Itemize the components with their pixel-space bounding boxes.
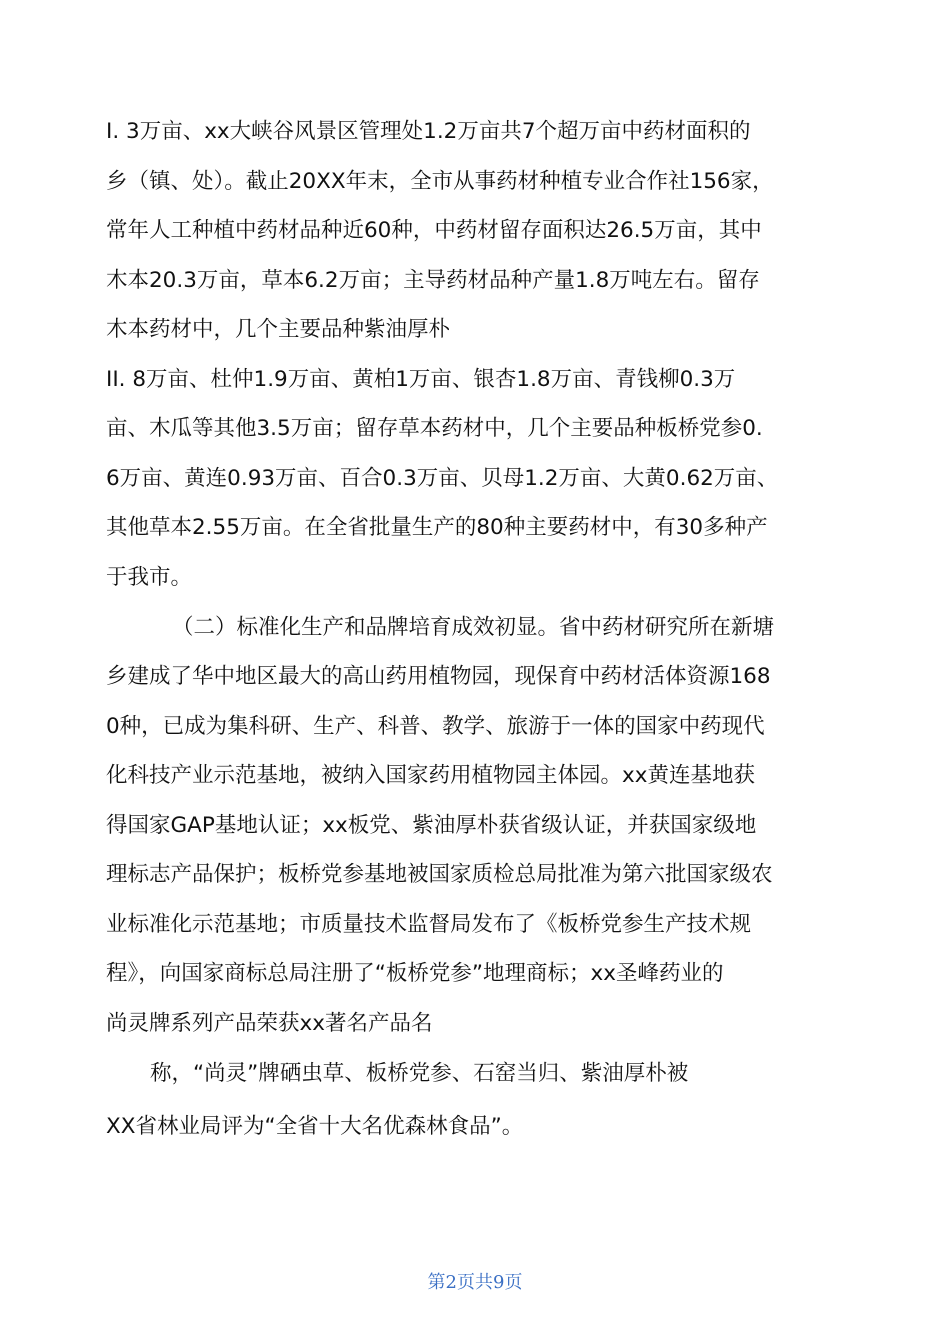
page-number-footer: 第2页共9页 xyxy=(427,1272,523,1293)
body-line-8: 6万亩、黄连0.93万亩、百合0.3万亩、贝母1.2万亩、大黄0.62万亩、 xyxy=(106,466,779,491)
body-line-7: 亩、木瓜等其他3.5万亩；留存草本药材中，几个主要品种板桥党参0. xyxy=(106,416,763,441)
body-line-13: 0种，已成为集科研、生产、科普、教学、旅游于一体的国家中药现代 xyxy=(106,714,765,739)
body-line-5: 木本药材中，几个主要品种紫油厚朴 xyxy=(106,317,451,342)
body-line-10: 于我市。 xyxy=(106,565,193,590)
body-line-17: 业标准化示范基地；市质量技术监督局发布了《板桥党参生产技术规 xyxy=(106,912,752,937)
body-line-2: 乡（镇、处）。截止20XX年末，全市从事药材种植专业合作社156家， xyxy=(106,169,774,194)
body-line-12: 乡建成了华中地区最大的高山药用植物园，现保育中药材活体资源168 xyxy=(106,664,771,689)
body-line-21: XX省林业局评为“全省十大名优森林食品”。 xyxy=(106,1114,524,1139)
body-line-16: 理标志产品保护；板桥党参基地被国家质检总局批准为第六批国家级农 xyxy=(106,862,773,887)
body-line-15: 得国家GAP基地认证；xx板党、紫油厚朴获省级认证，并获国家级地 xyxy=(106,813,757,838)
body-line-14: 化科技产业示范基地，被纳入国家药用植物园主体园。xx黄连基地获 xyxy=(106,763,755,788)
body-line-1: I. 3万亩、xx大峡谷风景区管理处1.2万亩共7个超万亩中药材面积的 xyxy=(106,119,751,144)
body-line-20: 称，“尚灵”牌硒虫草、板桥党参、石窑当归、紫油厚朴被 xyxy=(150,1061,689,1086)
body-line-3: 常年人工种植中药材品种近60种，中药材留存面积达26.5万亩，其中 xyxy=(106,218,762,243)
body-line-4: 木本20.3万亩，草本6.2万亩；主导药材品种产量1.8万吨左右。留存 xyxy=(106,268,760,293)
section-heading-line: （二）标准化生产和品牌培育成效初显。省中药材研究所在新塘 xyxy=(172,615,775,640)
body-line-18: 程》，向国家商标总局注册了“板桥党参”地理商标；xx圣峰药业的 xyxy=(106,961,724,986)
body-line-9: 其他草本2.55万亩。在全省批量生产的80种主要药材中，有30多种产 xyxy=(106,515,768,540)
body-line-19: 尚灵牌系列产品荣获xx著名产品名 xyxy=(106,1011,433,1036)
body-line-6: II. 8万亩、杜仲1.9万亩、黄柏1万亩、银杏1.8万亩、青钱柳0.3万 xyxy=(106,367,736,392)
